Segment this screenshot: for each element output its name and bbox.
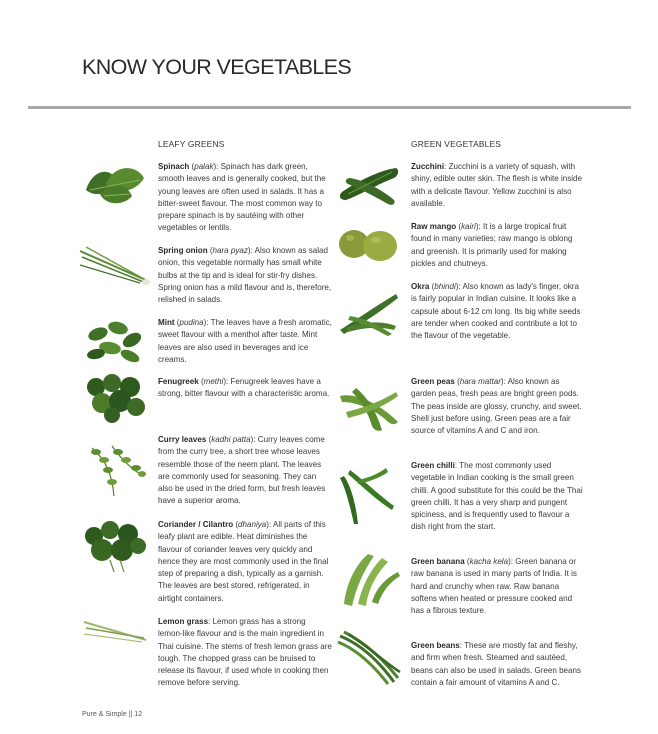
entry-name: Raw mango: [411, 222, 457, 231]
entry-name: Spring onion: [158, 246, 208, 255]
mint-image: [82, 316, 148, 366]
entry-native-name: hara pyaz: [212, 246, 248, 255]
entry-native-name: kacha kela: [469, 557, 509, 566]
entry-name: Spinach: [158, 162, 190, 171]
zucchini-image: [336, 162, 402, 206]
entry-description: : Zucchini is a variety of squash, with shiny, edible outer skin. The flesh is white inside with a delicate flavour. Yellow zucchini is also available.: [411, 162, 583, 208]
entry-lemon-grass: [158, 616, 332, 690]
raw-mango-image: [336, 224, 402, 264]
entry-description: : Lemon grass has a strong lemon-like flavour and is the main ingredient in Thai cuisine. The stems of fresh lemon grass are tough. The chopped grass can be bruised to release its flavour, if used whole in cooking then remove before serving.: [158, 617, 332, 688]
entry-name: Lemon grass: [158, 617, 209, 626]
entry-spring-onion: Spring onion (hara pyaz): Also known as salad onion, this vegetable normally has small white bulbs at the tip and is ideal for stir-fry dishes. Spring onion has a mild flavour and is, therefore, relished in salads.: [158, 246, 332, 304]
fenugreek-image: [82, 373, 148, 423]
entry-name: Coriander / Cilantro: [158, 520, 234, 529]
entry-native-name: bhindi: [434, 282, 456, 291]
entry-name: Curry leaves: [158, 435, 207, 444]
entry-description: : The leaves have a fresh aromatic, sweet flavour with a menthol after taste. Mint leaves are also used in beverages and ice creams.: [158, 318, 332, 364]
entry-curry-leaves: Curry leaves (kadhi patta): Curry leaves come from the curry tree, a short tree whose leaves resemble those of the neem plant. The leaves are commonly used for seasoning. They can also be used in the dried form, but fresh leaves have a superior aroma.: [158, 435, 326, 506]
entry-spinach: Spinach (palak): Spinach has dark green, smooth leaves and is generally cooked, but the young leaves are often used in salads. It has a bitter-sweet flavour. The most common way to prepare spinach is by sautéing with other vegetables or lentils.: [158, 162, 326, 233]
coriander-image: [80, 520, 148, 572]
green-peas-image: [336, 382, 402, 434]
lemon-grass-image: [82, 618, 148, 644]
green-chilli-image: [336, 462, 402, 526]
entry-name: Okra: [411, 282, 430, 291]
entry-description: : Also known as lady's finger, okra is fairly popular in Indian cuisine. It looks like a capsule about 6-12 cm long. Its big white seeds are tender when cooked and contribute a lot to the flavour of the vegetable.: [411, 282, 581, 340]
entry-native-name: hara mattar: [459, 377, 501, 386]
entry-native-name: methi: [203, 377, 224, 386]
leafy-greens-heading: LEAFY GREENS: [158, 139, 225, 149]
entry-description: : All parts of this leafy plant are edible. Heat diminishes the flavour of coriander leaves very quickly and hence they are most commonly used in the final step of preparing a dish, typically as a garnish. The leaves are best stored, refrigerated, in airtight containers.: [158, 520, 329, 603]
entry-zucchini: [411, 161, 585, 210]
entry-fenugreek: Fenugreek (methi): Fenugreek leaves have a strong, bitter flavour with a characteristic aroma.: [158, 377, 330, 399]
spring-onion-image: [78, 245, 152, 289]
entry-description: : The most commonly used vegetable in Indian cooking is the small green chilli. A good substitute for this could be the Thai green chilli. It has a very sharp and pungent spiciness, and is frequently used to flavour a dish right from the start.: [411, 461, 583, 532]
entry-green-peas: Green peas (hara mattar): Also known as garden peas, fresh peas are bright green pods. The peas inside are glossy, crunchy, and sweet. Shell just before using. Green peas are a fair source of vitamins A and C and iron.: [411, 377, 582, 435]
green-beans-image: [336, 630, 402, 686]
entry-mint: Mint (pudina): The leaves have a fresh aromatic, sweet flavour with a menthol after taste. Mint leaves are also used in beverages and ice creams.: [158, 318, 332, 364]
entry-coriander: Coriander / Cilantro (dhaniya): All parts of this leafy plant are edible. Heat diminishes the flavour of coriander leaves very quickly and hence they are most commonly used in the final step of preparing a dish, typically as a garnish. The leaves are best stored, refrigerated, in airtight containers.: [158, 520, 329, 603]
entry-description: : Curry leaves come from the curry tree, a short tree whose leaves resemble those of the neem plant. The leaves are commonly used for seasoning. They can also be used in the dried form, but fresh leaves have a superior aroma.: [158, 435, 326, 506]
book-title: Pure & Simple: [82, 711, 127, 718]
entry-name: Zucchini: [411, 162, 445, 171]
spinach-image: [80, 160, 150, 208]
entry-name: Green banana: [411, 557, 465, 566]
entry-green-beans: [411, 640, 585, 689]
page-title: KNOW YOUR VEGETABLES: [82, 55, 352, 79]
entry-description: : Also known as salad onion, this vegetable normally has small white bulbs at the tip and is ideal for stir-fry dishes. Spring onion has a mild flavour and is, therefore, relished in salads.: [158, 246, 332, 304]
okra-image: [336, 290, 402, 336]
entry-name: Fenugreek: [158, 377, 199, 386]
page-number: 12: [134, 711, 143, 718]
entry-native-name: palak: [194, 162, 214, 171]
entry-raw-mango: Raw mango (kairi): It is a large tropical fruit found in many varieties; raw mango is oblong and greenish. It is primarily used for making pickles and chutneys.: [411, 222, 573, 268]
entry-description: : Also known as garden peas, fresh peas are bright green pods. The peas inside are glossy, crunchy, and sweet. Shell just before using. Green peas are a fair source of vitamins A and C and iron.: [411, 377, 582, 435]
page-footer: [82, 711, 142, 718]
entry-description: : Spinach has dark green, smooth leaves and is generally cooked, but the young leaves are often used in salads. It has a bitter-sweet flavour. The most common way to prepare spinach is by sautéing with other vegetables or lentils.: [158, 162, 326, 233]
entry-description: : Green banana or raw banana is used in many parts of India. It is hard and crunchy when raw. Raw banana softens when heated or pressure cooked and has a fibrous texture.: [411, 557, 577, 615]
footer-separator: ||: [128, 711, 133, 718]
entry-native-name: dhaniya: [238, 520, 267, 529]
entry-description: : These are mostly fat and fleshy, and firm when fresh. Steamed and sautéed, beans can also be used in salads. Green beans contain a fair amount of vitamins A and C.: [411, 641, 581, 687]
green-banana-image: [336, 548, 402, 608]
green-vegetables-heading: GREEN VEGETABLES: [411, 139, 502, 149]
title-divider: [28, 106, 631, 109]
entry-native-name: pudina: [179, 318, 204, 327]
entry-name: Green peas: [411, 377, 455, 386]
entry-green-banana: Green banana (kacha kela): Green banana or raw banana is used in many parts of India. It is hard and crunchy when raw. Raw banana softens when heated or pressure cooked and has a fibrous texture.: [411, 557, 577, 615]
entry-name: Green beans: [411, 641, 460, 650]
entry-description: : Fenugreek leaves have a strong, bitter flavour with a characteristic aroma.: [158, 377, 330, 399]
entry-name: Mint: [158, 318, 175, 327]
entry-green-chilli: [411, 460, 585, 534]
entry-okra: Okra (bhindi): Also known as lady's finger, okra is fairly popular in Indian cuisine. It looks like a capsule about 6-12 cm long. Its big white seeds are tender when cooked and contribute a lot to the flavour of the vegetable.: [411, 282, 581, 340]
entry-native-name: kadhi patta: [211, 435, 251, 444]
entry-native-name: kairi: [461, 222, 476, 231]
entry-description: : It is a large tropical fruit found in many varieties; raw mango is oblong and greenish. It is primarily used for making pickles and chutneys.: [411, 222, 573, 268]
curry-leaves-image: [82, 440, 148, 498]
entry-name: Green chilli: [411, 461, 455, 470]
